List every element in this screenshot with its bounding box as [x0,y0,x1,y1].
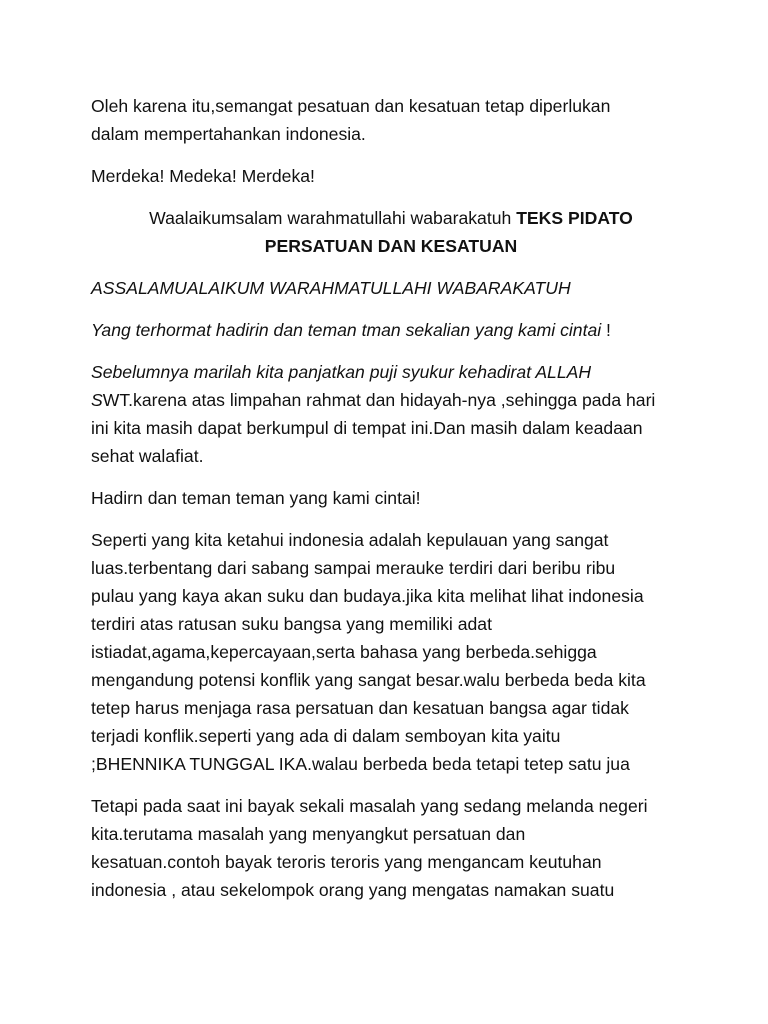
text-line: dalam mempertahankan indonesia. [91,124,366,144]
salutation-mark: ! [601,320,611,340]
text-line: kita.terutama masalah yang menyangkut persatuan dan [91,824,526,844]
text-line: istiadat,agama,kepercayaan,serta bahasa yang berbeda.sehigga [91,642,597,662]
text-line: Sebelumnya marilah kita panjatkan puji syukur kehadirat ALLAH [91,362,592,382]
paragraph-gratitude [91,358,691,470]
paragraph-opening-greeting [91,274,691,302]
text-line: Seperti yang kita ketahui indonesia adalah kepulauan yang sangat [91,530,609,550]
paragraph-conclusion [91,92,691,148]
text-fragment: WT.karena atas limpahan rahmat dan hidayah-nya ,sehingga pada hari [102,390,656,410]
text-fragment: S [91,390,103,410]
text-line: ;BHENNIKA TUNGGAL IKA.walau berbeda beda tetapi tetep satu jua [91,754,630,774]
text-line [91,316,691,344]
document-page [91,92,691,918]
text-line: Merdeka! Medeka! Merdeka! [91,166,315,186]
text-line: ASSALAMUALAIKUM WARAHMATULLAHI WABARAKATUH [91,278,571,298]
text-line: Tetapi pada saat ini bayak sekali masalah yang sedang melanda negeri [91,796,648,816]
text-line: pulau yang kaya akan suku dan budaya.jika kita melihat lihat indonesia [91,586,644,606]
text-line: tetep harus menjaga rasa persatuan dan kesatuan bangsa agar tidak [91,698,629,718]
text-line [91,386,691,414]
text-line: Oleh karena itu,semangat pesatuan dan kesatuan tetap diperlukan [91,96,611,116]
paragraph-body-diversity [91,526,691,778]
text-line: terdiri atas ratusan suku bangsa yang memiliki adat [91,614,492,634]
document-title-part1: TEKS PIDATO [516,208,633,228]
text-line: sehat walafiat. [91,446,204,466]
closing-greeting: Waalaikumsalam warahmatullahi wabarakatuh [149,208,517,228]
text-line: kesatuan.contoh bayak teroris teroris yang mengancam keutuhan [91,852,602,872]
paragraph-salutation [91,316,691,344]
paragraph-body-problems [91,792,691,904]
text-line: luas.terbentang dari sabang sampai merauke terdiri dari beribu ribu [91,558,616,578]
text-line: ini kita masih dapat berkumpul di tempat ini.Dan masih dalam keadaan [91,418,643,438]
document-title-part2: PERSATUAN DAN KESATUAN [264,236,518,256]
text-line: indonesia , atau sekelompok orang yang mengatas namakan suatu [91,880,615,900]
text-line: mengandung potensi konflik yang sangat besar.walu berbeda beda kita [91,670,646,690]
paragraph-title [91,204,691,260]
paragraph-merdeka [91,162,691,190]
title-line [91,204,691,232]
text-line: terjadi konflik.seperti yang ada di dalam semboyan kita yaitu [91,726,561,746]
paragraph-address [91,484,691,512]
text-line: Hadirn dan teman teman yang kami cintai! [91,488,421,508]
salutation-italic: Yang terhormat hadirin dan teman tman sekalian yang kami cintai [91,320,602,340]
